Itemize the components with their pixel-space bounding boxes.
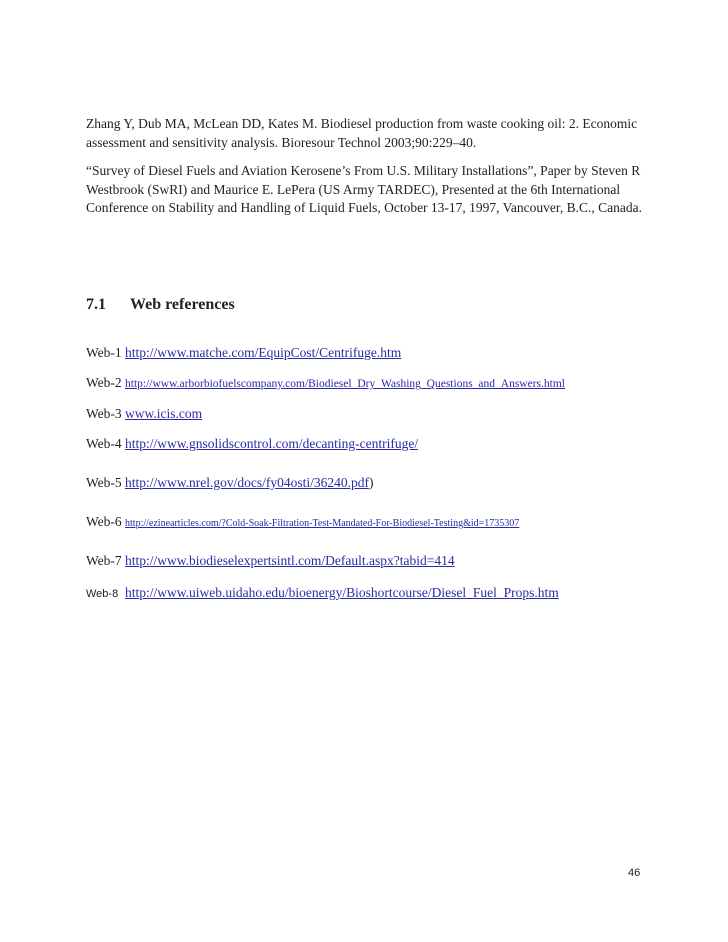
web-ref-link[interactable]: http://www.biodieselexpertsintl.com/Default.aspx?tabid=414 — [125, 553, 455, 568]
web-ref-6 — [86, 513, 519, 533]
web-ref-8 — [86, 584, 559, 603]
web-ref-label: Web-7 — [86, 553, 122, 568]
web-ref-label: Web-4 — [86, 436, 122, 451]
web-ref-label: Web-6 — [86, 514, 122, 529]
web-ref-link[interactable]: http://www.arborbiofuelscompany.com/Biodiesel_Dry_Washing_Questions_and_Answers.html — [125, 378, 565, 390]
web-ref-link[interactable]: http://www.nrel.gov/docs/fy04osti/36240.pdf — [125, 475, 370, 490]
web-ref-4 — [86, 435, 418, 453]
web-ref-suffix: ) — [369, 475, 374, 490]
web-ref-link[interactable]: http://ezinearticles.com/?Cold-Soak-Filtration-Test-Mandated-For-Biodiesel-Testing&id=1735307 — [125, 518, 520, 529]
web-ref-label: Web-3 — [86, 406, 122, 421]
web-ref-1 — [86, 344, 401, 362]
reference-survey-diesel-fuels: “Survey of Diesel Fuels and Aviation Kerosene’s From U.S. Military Installations”, Paper by Steven R Westbrook (SwRI) and Maurice E. LePera (US Army TARDEC), Presented at the 6th International Conference on Stability and Handling of Liquid Fuels, October 13-17, 1997, Vancouver, B.C., Canada. — [86, 163, 642, 215]
section-number: 7.1 — [86, 296, 106, 313]
web-ref-link[interactable]: http://www.gnsolidscontrol.com/decanting-centrifuge/ — [125, 436, 419, 451]
page-number: 46 — [628, 867, 641, 879]
section-heading — [86, 296, 235, 314]
web-ref-5 — [86, 474, 374, 492]
web-ref-link[interactable]: http://www.matche.com/EquipCost/Centrifuge.htm — [125, 345, 402, 360]
section-title: Web references — [130, 296, 235, 313]
web-ref-label: Web-1 — [86, 345, 122, 360]
web-ref-3 — [86, 405, 202, 423]
reference-zhang: Zhang Y, Dub MA, McLean DD, Kates M. Biodiesel production from waste cooking oil: 2. Economic assessment and sensitivity analysis. Bioresour Technol 2003;90:229–40. — [86, 116, 638, 150]
web-ref-label: Web-8 — [86, 588, 119, 600]
web-ref-label: Web-2 — [86, 375, 122, 390]
web-ref-link[interactable]: http://www.uiweb.uidaho.edu/bioenergy/Bioshortcourse/Diesel_Fuel_Props.htm — [124, 585, 559, 600]
web-ref-link[interactable]: www.icis.com — [125, 406, 203, 421]
web-ref-2 — [86, 374, 565, 393]
web-ref-7 — [86, 552, 455, 570]
web-ref-label: Web-5 — [86, 475, 122, 490]
